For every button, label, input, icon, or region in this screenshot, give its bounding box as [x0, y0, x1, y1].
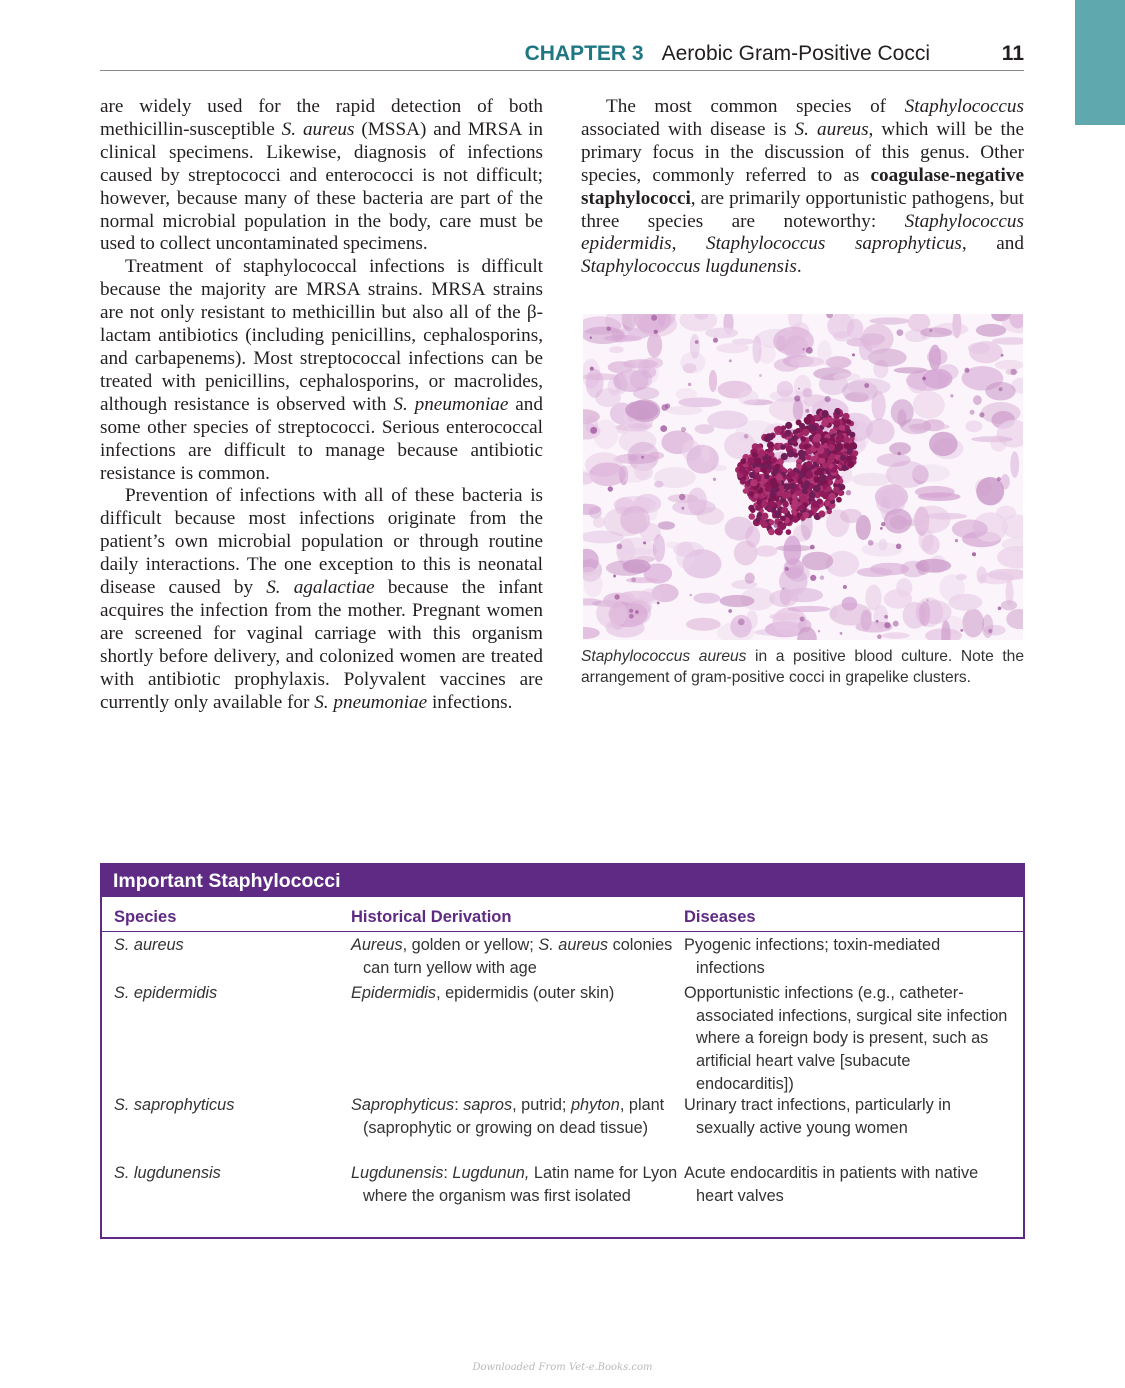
diseases-cell: Opportunistic infections (e.g., catheter-associated infections, surgical site infection where a foreign body is present, such as artificial heart valve [subacute endocarditis]) — [684, 984, 1008, 1093]
chapter-heading — [525, 42, 930, 66]
column-header-diseases: Diseases — [684, 908, 756, 926]
micrograph-image — [583, 314, 1023, 640]
table-row — [102, 1094, 1023, 1162]
download-watermark: Downloaded From Vet-e.Books.com — [472, 1362, 653, 1373]
diseases-cell: Acute endocarditis in patients with native heart valves — [684, 1164, 979, 1205]
important-staphylococci-box — [100, 863, 1025, 1239]
table-body — [102, 934, 1023, 1232]
column-header-species: Species — [114, 908, 177, 926]
gram-stain-micrograph — [583, 314, 1023, 640]
right-column — [581, 96, 1024, 279]
diseases-cell: Urinary tract infections, particularly in sexually active young women — [684, 1096, 951, 1137]
derivation-cell: Lugdunensis: Lugdunun, Latin name for Lyon where the organism was first isolated — [351, 1164, 678, 1205]
paragraph: Prevention of infections with all of these bacteria is difficult because most infections originate from the patient’s own microbial population or through routine daily interactions. The one exception to this is neonatal disease caused by S. agalactiae because the infant acquires the infection from the mother. Pregnant women are screened for vaginal carriage with this organism shortly before delivery, and colonized women are treated with antibiotic prophylaxis. Polyvalent vaccines are currently only available for S. pneumoniae infections. — [100, 485, 543, 713]
table-row — [102, 982, 1023, 1094]
species-cell: S. lugdunensis — [114, 1164, 221, 1182]
derivation-cell: Saprophyticus: sapros, putrid; phyton, plant (saprophytic or growing on dead tissue) — [351, 1096, 665, 1137]
derivation-cell: Epidermidis, epidermidis (outer skin) — [351, 984, 615, 1002]
table-row — [102, 934, 1023, 982]
paragraph: are widely used for the rapid detection of both methicillin-susceptible S. aureus (MSSA) and MRSA in clinical specimens. Likewise, diagnosis of infections caused by streptococci and enterococci is not difficult; however, because many of these bacteria are part of the normal microbial population in the body, care must be used to collect uncontaminated specimens. — [100, 96, 543, 255]
diseases-cell: Pyogenic infections; toxin-mediated infections — [684, 936, 941, 977]
box-title: Important Staphylococci — [102, 865, 1023, 897]
figure-caption: Staphylococcus aureus in a positive blood culture. Note the arrangement of gram-positive cocci in grapelike clusters. — [581, 648, 1024, 686]
chapter-tab-marker — [1075, 0, 1125, 125]
chapter-title: Aerobic Gram-Positive Cocci — [661, 42, 930, 65]
species-cell: S. aureus — [114, 936, 184, 954]
paragraph: Treatment of staphylococcal infections is difficult because the majority are MRSA strains. MRSA strains are not only resistant to methicillin but also all of the β-lactam antibiotics (including penicillins, cephalosporins, and carbapenems). Most streptococcal infections can be treated with penicillins, cephalosporins, or macrolides, although resistance is observed with S. pneumoniae and some other species of streptococci. Serious enterococcal infections are difficult to manage because antibiotic resistance is common. — [100, 256, 543, 484]
page-number: 11 — [1001, 42, 1024, 65]
running-header — [100, 40, 1024, 71]
chapter-label: CHAPTER 3 — [524, 42, 644, 65]
paragraph: The most common species of Staphylococcus associated with disease is S. aureus, which will be the primary focus in the discussion of this genus. Other species, commonly referred to as coagulase-negative staphylococci, are primarily opportunistic pathogens, but three species are noteworthy: Staphylococcus epidermidis, Staphylococcus saprophyticus, and Staphylococcus lugdunensis. — [581, 96, 1024, 278]
left-column — [100, 96, 543, 714]
column-header-derivation: Historical Derivation — [351, 908, 512, 926]
derivation-cell: Aureus, golden or yellow; S. aureus colonies can turn yellow with age — [351, 936, 673, 977]
table-row — [102, 1162, 1023, 1232]
species-cell: S. saprophyticus — [114, 1096, 235, 1114]
species-cell: S. epidermidis — [114, 984, 218, 1002]
table-header — [102, 897, 1023, 932]
